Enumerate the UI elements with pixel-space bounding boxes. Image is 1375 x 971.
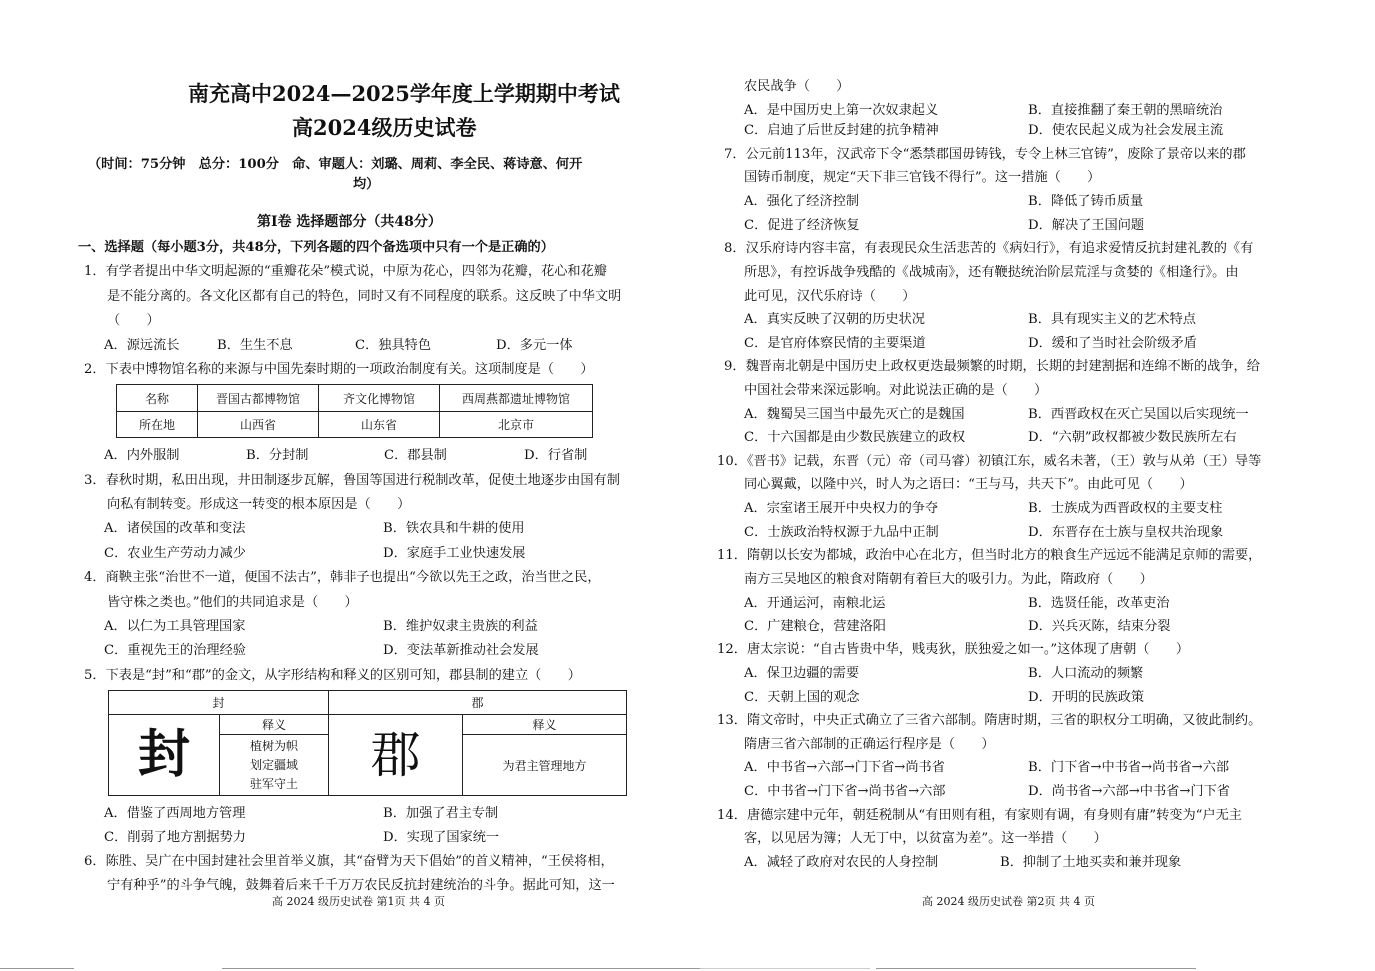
q6-option-b: B．直接推翻了秦王朝的黑暗统治 bbox=[1028, 103, 1223, 118]
table-cell: 北京市 bbox=[440, 412, 593, 438]
q3-option-a: A．诸侯国的改革和变法 bbox=[104, 521, 246, 536]
q10-line1: 10．《晋书》记载，东晋（元）帝（司马睿）初镇江东，威名未著，（王）敦与从弟（王）导等 bbox=[717, 454, 1262, 469]
q6-option-c: C．启迪了后世反封建的抗争精神 bbox=[744, 123, 939, 138]
q14-option-a: A．减轻了政府对农民的人身控制 bbox=[744, 855, 939, 870]
page-edge-mid2 bbox=[700, 968, 870, 969]
q3-option-b: B．铁农具和牛耕的使用 bbox=[383, 521, 525, 536]
q12-option-c: C．天朝上国的观念 bbox=[744, 690, 860, 705]
q12-option-b: B．人口流动的频繁 bbox=[1028, 666, 1144, 681]
q8-line3: 此可见，汉代乐府诗（ ） bbox=[744, 289, 916, 304]
q14-line1: 14．唐德宗建中元年，朝廷税制从“有田则有租，有家则有调，有身则有庸”转变为“户无主 bbox=[717, 808, 1242, 823]
q3-line2: 向私有制转变。形成这一转变的根本原因是（ ） bbox=[107, 497, 411, 512]
feng-meaning-2: 划定疆域 bbox=[249, 757, 298, 772]
q10-line2: 同心翼戴，以隆中兴，时人为之语曰：“王与马，共天下”。由此可见（ ） bbox=[744, 477, 1193, 492]
feng-meaning-3: 驻军守土 bbox=[249, 776, 298, 791]
q9-line2: 中国社会带来深远影响。对此说法正确的是（ ） bbox=[744, 383, 1048, 398]
q14-line2: 客，以见居为簿；人无丁中，以贫富为差”。这一举措（ ） bbox=[744, 831, 1107, 846]
q10-option-a: A．宗室诸王展开中央权力的争夺 bbox=[744, 501, 939, 516]
page-edge-left bbox=[0, 968, 74, 969]
q1-option-d: D．多元一体 bbox=[496, 338, 573, 353]
q12-option-a: A．保卫边疆的需要 bbox=[744, 666, 860, 681]
q1-line2: 是不能分离的。各文化区都有自己的特色，同时又有不同程度的联系。这反映了中华文明 bbox=[107, 289, 622, 304]
q12-option-d: D．开明的民族政策 bbox=[1028, 690, 1145, 705]
q4-option-c: C．重视先王的治理经验 bbox=[104, 643, 246, 658]
q11-option-c: C．广建粮仓，营建洛阳 bbox=[744, 619, 886, 634]
feng-meaning-1: 植树为帜 bbox=[249, 738, 298, 753]
q8-option-d: D．缓和了当时社会阶级矛盾 bbox=[1028, 336, 1197, 351]
table-cell: 晋国古都博物馆 bbox=[198, 385, 319, 412]
q7-option-a: A．强化了经济控制 bbox=[744, 194, 860, 209]
q7-option-c: C．促进了经济恢复 bbox=[744, 218, 860, 233]
instruction: 一、选择题（每小题3分，共48分，下列各题的四个备选项中只有一个是正确的） bbox=[78, 240, 554, 255]
footer-right: 高 2024 级历史试卷 第2页 共 4 页 bbox=[922, 895, 1095, 908]
q11-line2: 南方三吴地区的粮食对隋朝有着巨大的吸引力。为此，隋政府（ ） bbox=[744, 572, 1153, 587]
q7-option-d: D．解决了王国问题 bbox=[1028, 218, 1145, 233]
q7-option-b: B．降低了铸币质量 bbox=[1028, 194, 1144, 209]
q2-line1: 2．下表中博物馆名称的来源与中国先秦时期的一项政治制度有关。这项制度是（ ） bbox=[84, 362, 594, 377]
q13-option-d: D．尚书省→六部→中书省→门下省 bbox=[1028, 784, 1230, 799]
exam-info: （时间：75分钟 总分：100分 命、审题人：刘璐、周莉、李全民、蒋诗意、何开 bbox=[88, 157, 583, 172]
q2-option-c: C．郡县制 bbox=[384, 448, 447, 463]
q4-option-b: B．维护奴隶主贵族的利益 bbox=[383, 619, 538, 634]
q9-option-c: C．十六国都是由少数民族建立的政权 bbox=[744, 430, 966, 445]
q1-line3: （ ） bbox=[107, 313, 160, 328]
q6-option-a: A．是中国历史上第一次奴隶起义 bbox=[744, 103, 939, 118]
jun-meaning: 为君主管理地方 bbox=[463, 735, 627, 796]
museum-table bbox=[116, 384, 593, 438]
q11-option-a: A．开通运河，南粮北运 bbox=[744, 596, 886, 611]
feng-shiyi-label: 释义 bbox=[220, 715, 329, 735]
q6-option-d: D．使农民起义成为社会发展主流 bbox=[1028, 123, 1224, 138]
q2-option-a: A．内外服制 bbox=[104, 448, 180, 463]
q6-line1: 6．陈胜、吴广在中国封建社会里首举义旗，其“奋臂为天下倡始”的首义精神，“王侯将相， bbox=[84, 854, 614, 869]
table-cell: 西周燕都遗址博物馆 bbox=[440, 385, 593, 412]
q11-option-b: B．选贤任能，改革吏治 bbox=[1028, 596, 1170, 611]
q1-option-c: C．独具特色 bbox=[355, 338, 432, 353]
table-cell: 名称 bbox=[117, 385, 198, 412]
q7-line2: 国铸币制度，规定“天下非三官钱不得行”。这一措施（ ） bbox=[744, 170, 1101, 185]
q13-option-a: A．中书省→六部→门下省→尚书省 bbox=[744, 760, 945, 775]
q9-option-d: D．“六朝”政权都被少数民族所左右 bbox=[1028, 430, 1237, 445]
q7-line1: 7．公元前113年，汉武帝下令“悉禁郡国毋铸钱，专令上林三官铸”，废除了景帝以来的郡 bbox=[724, 147, 1246, 162]
q13-option-c: C．中书省→门下省→尚书省→六部 bbox=[744, 784, 946, 799]
feng-glyph: 封 bbox=[109, 715, 220, 796]
q3-option-d: D．家庭手工业快速发展 bbox=[383, 546, 526, 561]
q1-option-b: B．生生不息 bbox=[217, 338, 293, 353]
q8-option-c: C．是官府体察民情的主要渠道 bbox=[744, 336, 926, 351]
q5-option-d: D．实现了国家统一 bbox=[383, 830, 500, 845]
exam-subtitle: 高2024级历史试卷 bbox=[292, 115, 477, 140]
q2-option-d: D．行省制 bbox=[524, 448, 588, 463]
q4-line1: 4．商鞅主张“治世不一道，便国不法古”，韩非子也提出“今欲以先王之政，治当世之民， bbox=[84, 570, 601, 585]
q3-line1: 3．春秋时期，私田出现，井田制逐步瓦解，鲁国等国进行税制改革，促使土地逐步由国有制 bbox=[84, 473, 620, 488]
q1-line1: 1．有学者提出中华文明起源的“重瓣花朵”模式说，中原为花心，四邻为花瓣，花心和花瓣 bbox=[84, 264, 607, 279]
q5-option-a: A．借鉴了西周地方管理 bbox=[104, 806, 246, 821]
q8-option-b: B．具有现实主义的艺术特点 bbox=[1028, 312, 1196, 327]
q4-option-d: D．变法革新推动社会发展 bbox=[383, 643, 539, 658]
q3-option-c: C．农业生产劳动力减少 bbox=[104, 546, 246, 561]
jun-glyph: 郡 bbox=[329, 715, 463, 796]
table-cell: 所在地 bbox=[117, 412, 198, 438]
q1-option-a: A．源远流长 bbox=[104, 338, 180, 353]
q8-option-a: A．真实反映了汉朝的历史状况 bbox=[744, 312, 925, 327]
table-cell: 山西省 bbox=[198, 412, 319, 438]
page-edge-right bbox=[876, 968, 1196, 969]
footer-left: 高 2024 级历史试卷 第1页 共 4 页 bbox=[272, 895, 445, 908]
q5-option-b: B．加强了君主专制 bbox=[383, 806, 499, 821]
q9-line1: 9．魏晋南北朝是中国历史上政权更迭最频繁的时期，长期的封建割据和连绵不断的战争，给 bbox=[724, 359, 1260, 374]
q6-line3: 农民战争（ ） bbox=[744, 79, 850, 94]
q10-option-c: C．士族政治特权源于九品中正制 bbox=[744, 525, 939, 540]
exam-info-cont: 均） bbox=[353, 177, 380, 192]
q5-option-c: C．削弱了地方割据势力 bbox=[104, 830, 246, 845]
q13-option-b: B．门下省→中书省→尚书省→六部 bbox=[1028, 760, 1230, 775]
q6-line2: 宁有种乎”的斗争气魄，鼓舞着后来千千万万农民反抗封建统治的斗争。据此可知，这一 bbox=[107, 878, 615, 893]
jun-header: 郡 bbox=[329, 691, 627, 715]
exam-title: 南充高中2024—2025学年度上学期期中考试 bbox=[188, 81, 620, 106]
section-heading: 第Ⅰ卷 选择题部分（共48分） bbox=[257, 214, 442, 230]
table-cell: 山东省 bbox=[319, 412, 440, 438]
page-edge-middle bbox=[222, 968, 700, 969]
jinwen-table bbox=[108, 690, 627, 796]
jun-shiyi-label: 释义 bbox=[463, 715, 627, 735]
table-cell: 齐文化博物馆 bbox=[319, 385, 440, 412]
q8-line1: 8．汉乐府诗内容丰富，有表现民众生活悲苦的《病妇行》，有追求爱情反抗封建礼教的《有 bbox=[724, 241, 1254, 256]
q12-line1: 12．唐太宗说：“自古皆贵中华，贱夷狄，朕独爱之如一。”这体现了唐朝（ ） bbox=[717, 642, 1190, 657]
q10-option-b: B．士族成为西晋政权的主要支柱 bbox=[1028, 501, 1223, 516]
q8-line2: 所思》，有控诉战争残酷的《战城南》，还有鞭挞统治阶层荒淫与贪婪的《相逢行》。由 bbox=[744, 265, 1239, 280]
q10-option-d: D．东晋存在士族与皇权共治现象 bbox=[1028, 525, 1224, 540]
feng-header: 封 bbox=[109, 691, 329, 715]
q11-option-d: D．兴兵灭陈，结束分裂 bbox=[1028, 619, 1171, 634]
q14-option-b: B．抑制了土地买卖和兼并现象 bbox=[1000, 855, 1182, 870]
q9-option-a: A．魏蜀吴三国当中最先灭亡的是魏国 bbox=[744, 407, 965, 422]
q2-option-b: B．分封制 bbox=[246, 448, 309, 463]
q9-option-b: B．西晋政权在灭亡吴国以后实现统一 bbox=[1028, 407, 1249, 422]
q13-line1: 13．隋文帝时，中央正式确立了三省六部制。隋唐时期，三省的职权分工明确，又彼此制约。 bbox=[717, 713, 1262, 728]
q4-line2: 皆守株之类也。”他们的共同追求是（ ） bbox=[107, 595, 358, 610]
q4-option-a: A．以仁为工具管理国家 bbox=[104, 619, 246, 634]
q13-line2: 隋唐三省六部制的正确运行程序是（ ） bbox=[744, 737, 995, 752]
q11-line1: 11．隋朝以长安为都城，政治中心在北方，但当时北方的粮食生产远远不能满足京师的需要， bbox=[717, 548, 1262, 563]
q5-line1: 5．下表是“封”和“郡”的金文，从字形结构和释义的区别可知，郡县制的建立（ ） bbox=[84, 668, 581, 683]
